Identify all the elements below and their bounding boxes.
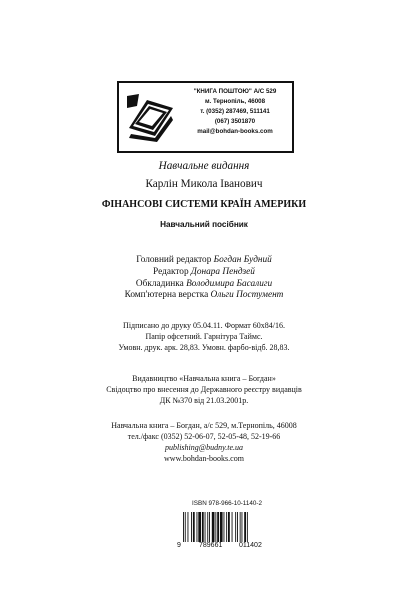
stamp-line: м. Тернопіль, 46008 <box>204 98 266 105</box>
credit-name: Володимира Басалиги <box>186 278 273 289</box>
publisher-line: ДК №370 від 21.03.2001р. <box>159 396 249 405</box>
credit-name: Донара Пендзей <box>190 266 255 277</box>
stamp-line: т. (0352) 287469, 511141 <box>200 108 270 115</box>
credit-role: Головний редактор <box>136 255 212 265</box>
publisher-line: Видавництво «Навчальна книга – Богдан» <box>132 374 276 383</box>
credit-role: Комп'ютерна верстка <box>124 290 209 301</box>
barcode-digits-left: 789661 <box>199 542 223 549</box>
email-link[interactable]: publishing@budny.te.ua <box>164 443 244 452</box>
website-link[interactable]: www.bohdan-books.com <box>164 454 244 463</box>
barcode-digits-right: 011402 <box>239 542 262 549</box>
print-info-line: Умовн. друк. арк. 28,83. Умовн. фарбо-відб. 28,83. <box>118 343 290 352</box>
book-title: ФІНАНСОВІ СИСТЕМИ КРАЇН АМЕРИКИ <box>101 199 307 210</box>
book-subtitle: Навчальний посібник <box>160 220 248 229</box>
edition-type: Навчальне видання <box>158 160 250 172</box>
credit-name: Богдан Будний <box>213 255 272 265</box>
publisher-stamp <box>117 81 294 153</box>
stamp-line: "КНИГА ПОШТОЮ" А/С 529 <box>193 88 277 95</box>
print-info-line: Папір офсетний. Гарнітура Таймс. <box>145 332 263 341</box>
stamp-text <box>181 87 289 137</box>
stamp-line: mail@bohdan-books.com <box>197 128 273 135</box>
contacts <box>0 420 408 464</box>
contact-line: Навчальна книга – Богдан, а/с 529, м.Тернопіль, 46008 <box>111 421 297 430</box>
publisher-line: Свідоцтво про внесення до Державного реєстру видавців <box>106 385 302 394</box>
barcode-icon <box>181 512 273 542</box>
print-info <box>0 320 408 353</box>
barcode-digits <box>177 542 277 552</box>
book-stack-icon <box>125 90 177 142</box>
credit-line <box>0 279 408 291</box>
barcode-digit-first: 9 <box>177 542 181 549</box>
print-info-line: Підписано до друку 05.04.11. Формат 60х84/16. <box>123 321 285 330</box>
isbn-number: ISBN 978-966-10-1140-2 <box>192 500 262 507</box>
credit-line <box>0 267 408 279</box>
credits <box>0 255 408 302</box>
credit-name: Ольги Постумент <box>210 290 284 301</box>
credit-role: Редактор <box>153 266 189 277</box>
publisher-info <box>0 373 408 406</box>
stamp-line: (067) 3501870 <box>214 118 256 125</box>
isbn-barcode <box>177 500 277 557</box>
credit-line <box>0 290 408 302</box>
author-name: Карлін Микола Іванович <box>145 178 263 190</box>
credit-line <box>0 255 408 267</box>
credit-role: Обкладинка <box>135 278 184 289</box>
contact-line: тел./факс (0352) 52-06-07, 52-05-48, 52-19-66 <box>127 432 281 441</box>
